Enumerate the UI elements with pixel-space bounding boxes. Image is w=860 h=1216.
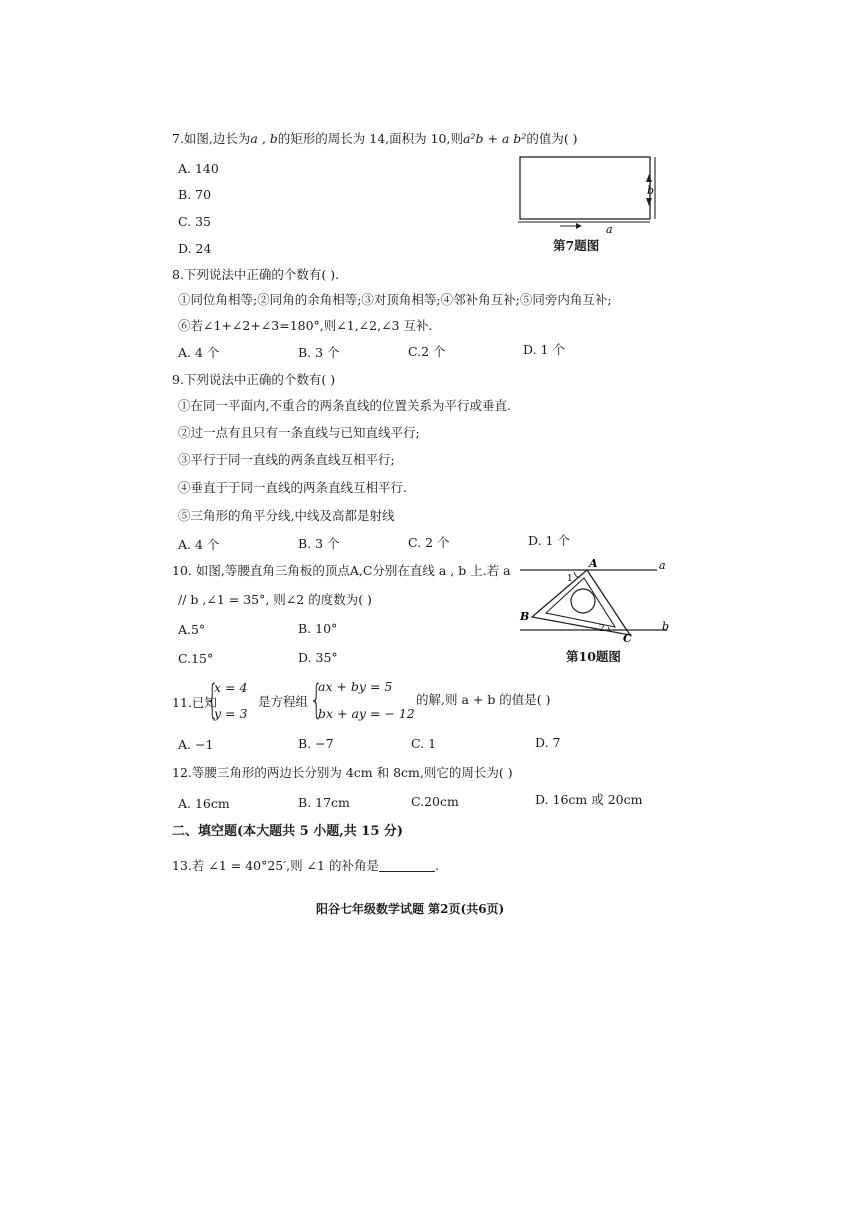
q11-sys2-line-1: ax + by = 5 bbox=[318, 679, 393, 694]
q7-option-a: A. 140 bbox=[178, 161, 219, 176]
q10-option-d: D. 35° bbox=[298, 650, 338, 665]
q9-line-4: ④垂直于于同一直线的两条直线互相平行. bbox=[178, 480, 407, 495]
q11-prefix: 11.已知 bbox=[172, 695, 217, 710]
q10-label-1: 1 bbox=[567, 574, 573, 584]
q7-stem bbox=[172, 131, 578, 147]
q8-line-1: ①同位角相等;②同角的余角相等;③对顶角相等;④邻补角互补;⑤同旁内角互补; bbox=[178, 292, 612, 307]
q7-arrowhead-down bbox=[646, 198, 652, 206]
q10-label-2: 2 bbox=[599, 624, 605, 634]
q12-stem: 12.等腰三角形的两边长分别为 4cm 和 8cm,则它的周长为( ) bbox=[172, 765, 513, 780]
q13-answer-blank bbox=[379, 859, 435, 872]
q10-inner-triangle bbox=[546, 578, 615, 627]
q9-option-b: B. 3 个 bbox=[298, 536, 340, 551]
q11-option-a: A. −1 bbox=[178, 737, 214, 752]
q8-option-b: B. 3 个 bbox=[298, 345, 340, 360]
q10-stem-line-1: 10. 如图,等腰直角三角板的顶点A,C分别在直线 a , b 上.若 a bbox=[172, 563, 511, 578]
q11-sys1-line-1: x = 4 bbox=[214, 680, 248, 695]
q9-line-1: ①在同一平面内,不重合的两条直线的位置关系为平行或垂直. bbox=[178, 398, 511, 413]
section-2-title: 二、填空题(本大题共 5 小题,共 15 分) bbox=[172, 824, 404, 839]
q11-brace-1: { bbox=[206, 677, 219, 723]
q11-option-d: D. 7 bbox=[535, 735, 561, 750]
q7-rectangle bbox=[520, 157, 650, 219]
q7-expression: a²b + a b² bbox=[463, 131, 527, 146]
q13-stem bbox=[172, 858, 439, 874]
q10-circle bbox=[571, 589, 595, 613]
q9-stem: 9.下列说法中正确的个数有( ) bbox=[172, 372, 336, 387]
q7-rectangle-figure bbox=[510, 150, 670, 235]
q10-label-A: A bbox=[589, 557, 598, 570]
q9-option-c: C. 2 个 bbox=[408, 535, 450, 550]
q9-line-2: ②过一点有且只有一条直线与已知直线平行; bbox=[178, 425, 420, 440]
q7-option-d: D. 24 bbox=[178, 241, 212, 256]
q12-option-c: C.20cm bbox=[411, 794, 459, 809]
q7-stem-part-c: 的值为( ) bbox=[526, 131, 578, 146]
q7-stem-part-a: 7.如图,边长为 bbox=[172, 131, 251, 146]
q7-option-b: B. 70 bbox=[178, 187, 212, 202]
q11-option-b: B. −7 bbox=[298, 736, 334, 751]
q7-stem-part-b: 的矩形的周长为 14,面积为 10,则 bbox=[277, 131, 463, 146]
q10-figure-caption: 第10题图 bbox=[566, 649, 621, 664]
q8-line-2: ⑥若∠1+∠2+∠3=180°,则∠1,∠2,∠3 互补. bbox=[178, 318, 433, 333]
q10-label-C: C bbox=[623, 632, 632, 645]
q12-option-a: A. 16cm bbox=[178, 796, 230, 811]
q11-sys2-line-2: bx + ay = − 12 bbox=[318, 706, 415, 721]
q9-option-d: D. 1 个 bbox=[528, 533, 570, 548]
q10-outer-triangle bbox=[532, 570, 630, 635]
q7-vars: a , b bbox=[250, 131, 278, 146]
q10-triangle-figure bbox=[512, 556, 682, 648]
q7-label-a: a bbox=[606, 223, 613, 235]
q8-option-d: D. 1 个 bbox=[523, 342, 565, 357]
q7-option-c: C. 35 bbox=[178, 214, 211, 229]
q9-option-a: A. 4 个 bbox=[178, 537, 220, 552]
q10-label-b: b bbox=[662, 620, 670, 633]
q10-option-b: B. 10° bbox=[298, 621, 338, 636]
q8-stem: 8.下列说法中正确的个数有( ). bbox=[172, 267, 340, 282]
q10-label-a: a bbox=[659, 559, 666, 572]
q9-line-3: ③平行于同一直线的两条直线互相平行; bbox=[178, 452, 395, 467]
q9-line-5: ⑤三角形的角平分线,中线及高都是射线 bbox=[178, 508, 395, 523]
q11-option-c: C. 1 bbox=[411, 736, 437, 751]
q8-option-a: A. 4 个 bbox=[178, 345, 220, 360]
q13-text: 13.若 ∠1 = 40°25′,则 ∠1 的补角是 bbox=[172, 858, 379, 873]
page-footer: 阳谷七年级数学试题 第2页(共6页) bbox=[316, 902, 505, 916]
q10-stem-line-2: // b ,∠1 = 35°, 则∠2 的度数为( ) bbox=[178, 592, 372, 607]
q12-option-b: B. 17cm bbox=[298, 795, 350, 810]
q11-mid-text: 是方程组 bbox=[258, 694, 309, 709]
q10-option-a: A.5° bbox=[178, 622, 206, 637]
q10-label-B: B bbox=[520, 610, 530, 623]
q8-option-c: C.2 个 bbox=[408, 344, 446, 359]
q7-figure-caption: 第7题图 bbox=[553, 238, 600, 253]
q11-suffix: 的解,则 a + b 的值是( ) bbox=[416, 692, 551, 707]
q10-option-c: C.15° bbox=[178, 651, 214, 666]
q7-arrowhead-up bbox=[646, 174, 652, 182]
q12-option-d: D. 16cm 或 20cm bbox=[535, 792, 643, 807]
q13-period: . bbox=[434, 858, 439, 873]
q7-label-b: b bbox=[647, 184, 655, 197]
q11-brace-2: { bbox=[310, 677, 323, 723]
q11-sys1-line-2: y = 3 bbox=[214, 706, 248, 721]
q7-arrowhead-right bbox=[576, 223, 582, 229]
